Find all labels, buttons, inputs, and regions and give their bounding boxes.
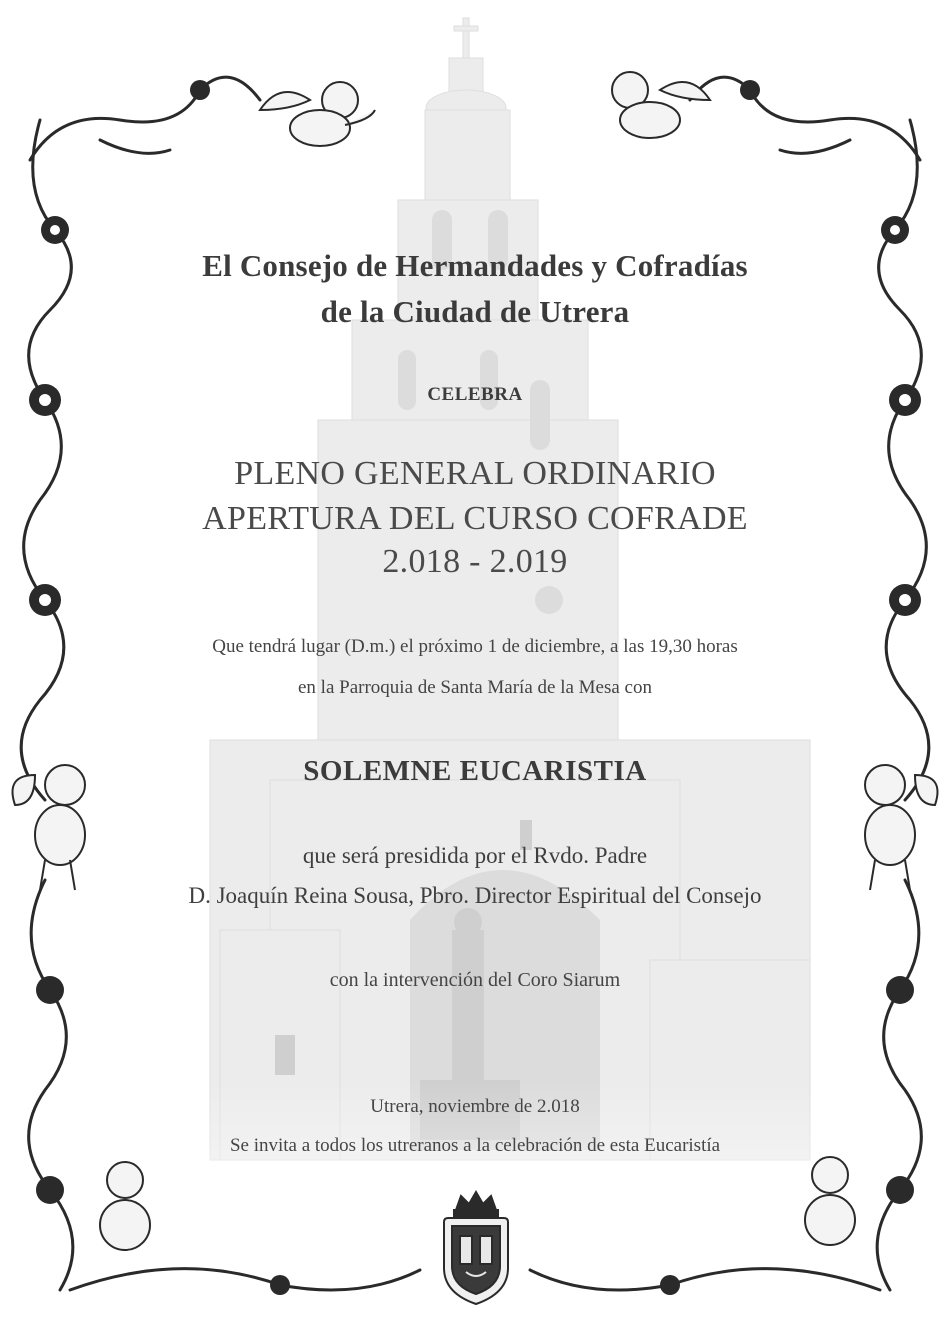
cherub-icon: [590, 60, 720, 155]
celebrates-label: CELEBRA: [427, 384, 523, 405]
organizer-line-1: El Consejo de Hermandades y Cofradías: [202, 248, 748, 283]
event-title-line-2: APERTURA DEL CURSO COFRADE: [202, 500, 748, 537]
presided-line-2: D. Joaquín Reina Sousa, Pbro. Director Espiritual del Consejo: [188, 883, 762, 908]
cherub-icon: [790, 1150, 870, 1250]
invite-line: Se invita a todos los utreranos a la celebración de esta Eucaristía: [229, 1135, 721, 1156]
event-title-line-1: PLENO GENERAL ORDINARIO: [234, 455, 716, 492]
choir-line: con la intervención del Coro Siarum: [329, 969, 621, 991]
coat-of-arms-icon: [436, 1188, 516, 1308]
organizer-line-2: de la Ciudad de Utrera: [320, 294, 630, 329]
event-title-years: 2.018 - 2.019: [382, 543, 568, 580]
event-details-line-2: en la Parroquia de Santa María de la Mesa con: [297, 677, 652, 698]
eucharist-heading: SOLEMNE EUCARISTIA: [303, 755, 647, 787]
cherub-icon: [250, 70, 380, 160]
event-details-line-1: Que tendrá lugar (D.m.) el próximo 1 de diciembre, a las 19,30 horas: [212, 636, 738, 657]
cherub-icon: [85, 1155, 165, 1255]
presided-line-1: que será presidida por el Rvdo. Padre: [302, 843, 648, 868]
place-date: Utrera, noviembre de 2.018: [370, 1096, 580, 1117]
